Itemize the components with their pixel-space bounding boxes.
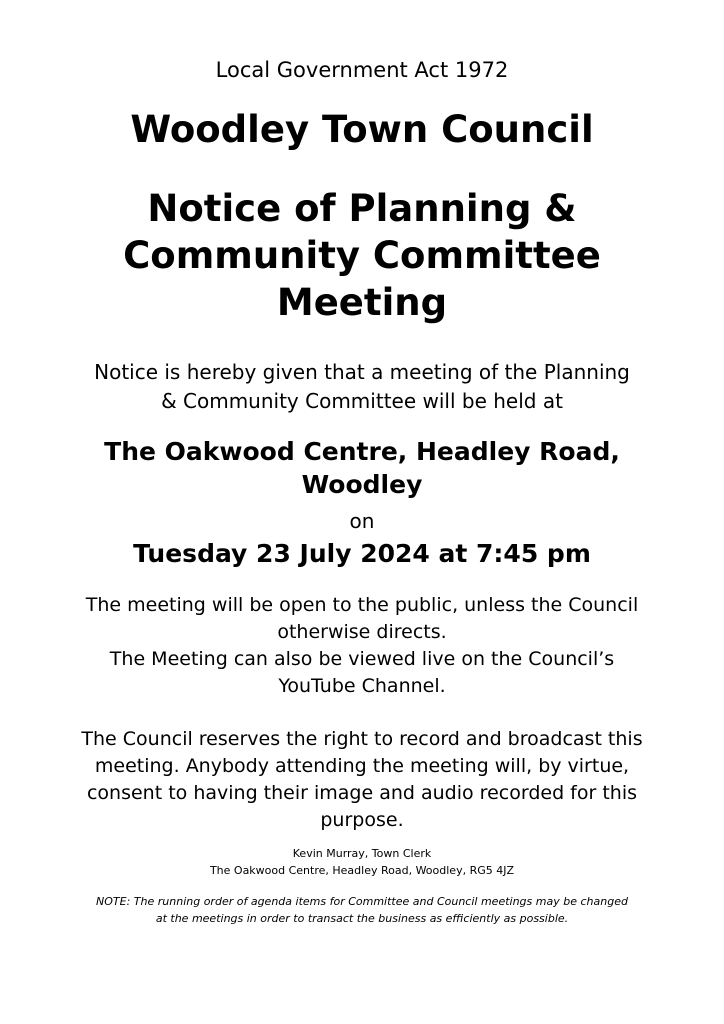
notice-title	[80, 185, 644, 326]
notice-title-line: Community Committee	[123, 234, 601, 277]
clerk-signature	[0, 845, 724, 879]
recording-statement-line: The Council reserves the right to record and broadcast this	[81, 728, 643, 750]
notice-statement-line: Notice is hereby given that a meeting of the Planning	[94, 360, 630, 384]
recording-statement	[60, 726, 664, 834]
meeting-datetime: Tuesday 23 July 2024 at 7:45 pm	[133, 539, 591, 568]
public-access-line: The Meeting can also be viewed live on the Council’s	[109, 648, 615, 670]
notice-statement-line: & Community Committee will be held at	[161, 389, 563, 413]
agenda-note-line: NOTE: The running order of agenda items for Committee and Council meetings may be changed	[96, 895, 628, 908]
public-access-line: YouTube Channel.	[278, 675, 446, 697]
recording-statement-line: meeting. Anybody attending the meeting will, by virtue,	[94, 755, 630, 777]
clerk-address: The Oakwood Centre, Headley Road, Woodley, RG5 4JZ	[209, 864, 515, 877]
meeting-venue	[60, 435, 664, 501]
public-access-line: The meeting will be open to the public, unless the Council	[85, 594, 639, 616]
council-name: Woodley Town Council	[130, 108, 594, 151]
notice-title-line: Notice of Planning &	[147, 187, 577, 230]
agenda-note-line: at the meetings in order to transact the business as efficiently as possible.	[155, 912, 569, 925]
notice-statement	[60, 358, 664, 416]
public-access-info	[60, 592, 664, 700]
meeting-venue-line: The Oakwood Centre, Headley Road,	[104, 437, 620, 466]
recording-statement-line: purpose.	[320, 809, 404, 831]
on-connector: on	[349, 509, 375, 533]
public-access-line: otherwise directs.	[277, 621, 447, 643]
notice-title-line: Meeting	[276, 281, 448, 324]
agenda-note	[60, 893, 664, 927]
act-reference: Local Government Act 1972	[215, 58, 509, 82]
recording-statement-line: consent to having their image and audio recorded for this	[86, 782, 638, 804]
meeting-venue-line: Woodley	[301, 470, 423, 499]
clerk-name: Kevin Murray, Town Clerk	[292, 847, 432, 860]
